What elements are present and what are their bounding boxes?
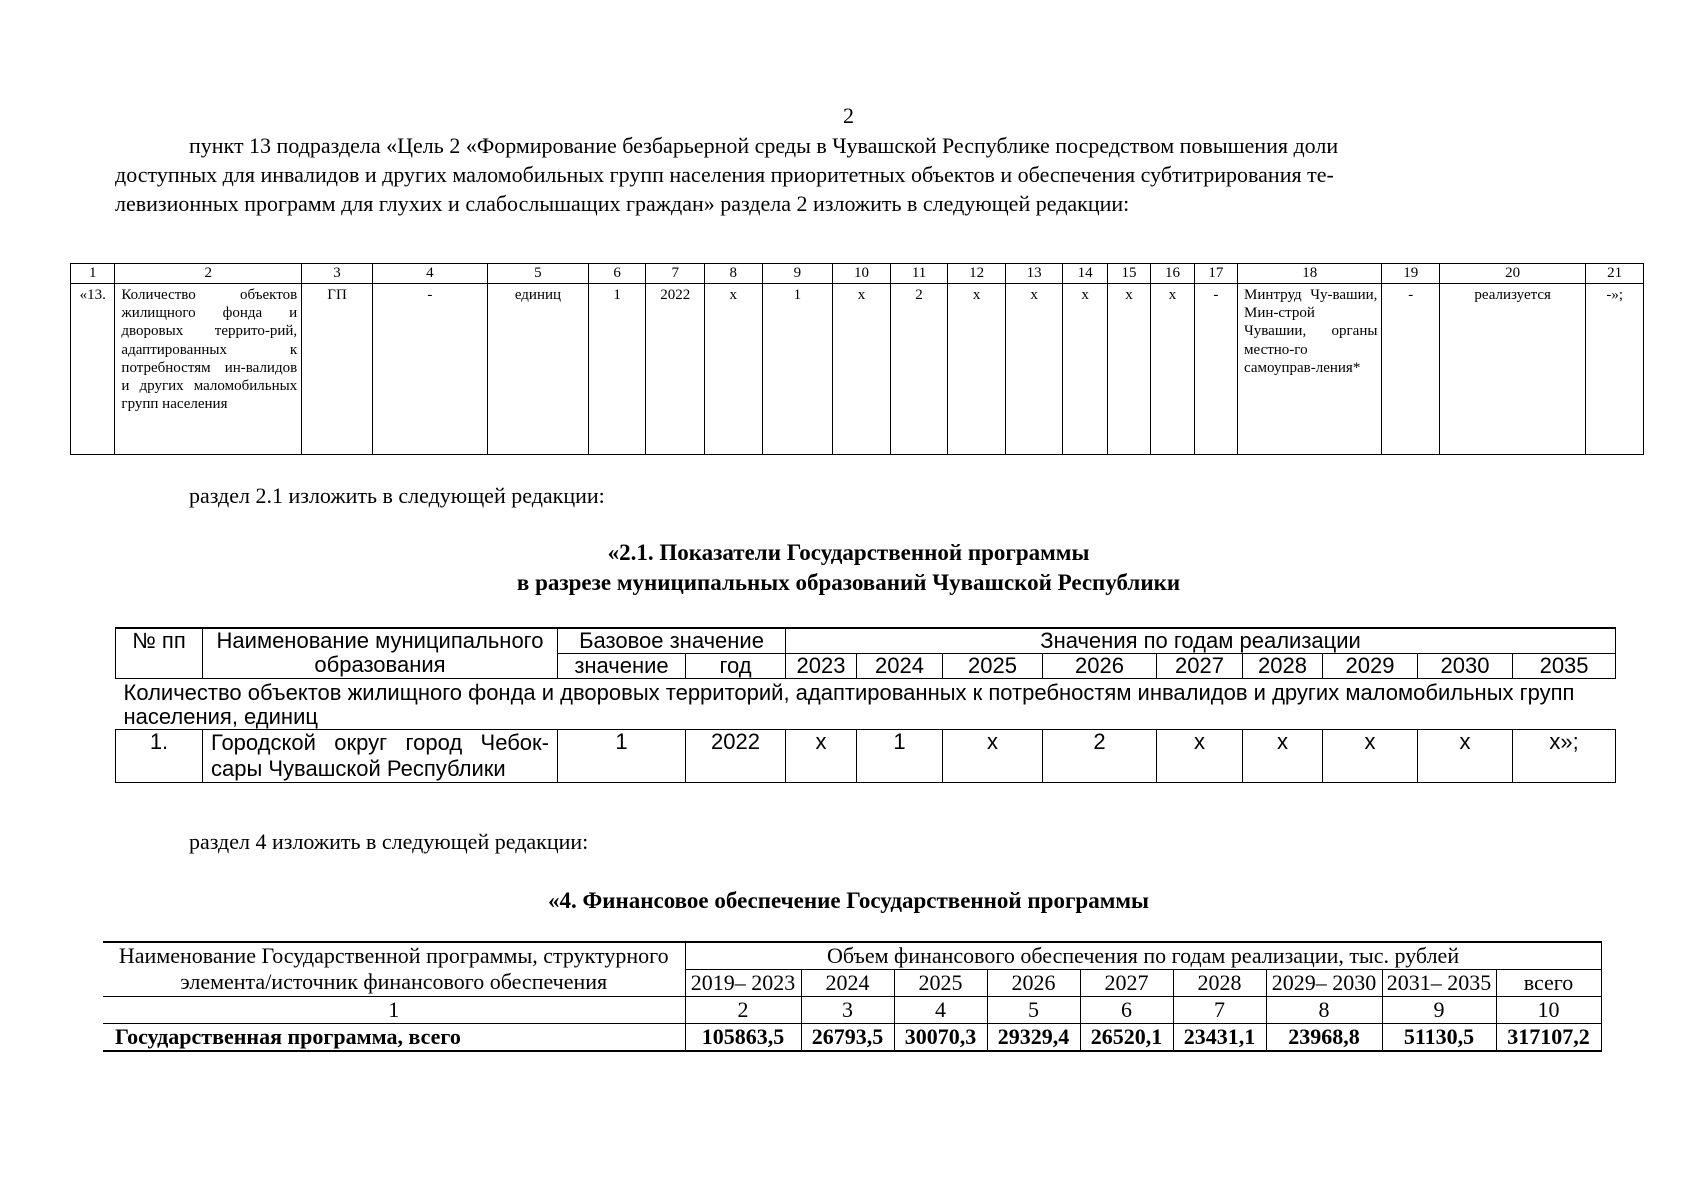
- indicator-name: Количество объектов жилищного фонда и дворовых территорий, адаптированных к потребностям инвалидов и других маломобильных групп населения, единиц: [116, 679, 1616, 730]
- table-header-row: [116, 628, 1616, 654]
- col-number: 20: [1439, 264, 1585, 284]
- header-base-value: Базовое значение: [558, 628, 786, 654]
- year-value: х: [943, 730, 1043, 783]
- year-header: 2026: [1043, 654, 1157, 679]
- section-2-1-title-line-2: в разрезе муниципальных образований Чувашской Республики: [516, 570, 1181, 595]
- page-number: 2: [843, 103, 854, 128]
- total-label: Государственная программа, всего: [103, 1024, 685, 1052]
- status: реализуется: [1439, 284, 1585, 455]
- year-value: 2: [1043, 730, 1157, 783]
- indicator-name: Количество объектов жилищного фонда и дворовых террито-рий, адаптированных к потребностям ин-валидов и других маломобильных групп населения: [115, 284, 302, 455]
- table-row: [116, 730, 1616, 783]
- unit: единиц: [487, 284, 588, 455]
- col-number: 18: [1238, 264, 1382, 284]
- col-number: 10: [833, 264, 891, 284]
- section-4-title: «4. Финансовое обеспечение Государственной программы: [548, 888, 1149, 913]
- section-2-1-intro-text: раздел 2.1 изложить в следующей редакции:: [189, 483, 605, 508]
- row-number: 1.: [116, 730, 203, 783]
- year-value: х: [1243, 730, 1323, 783]
- col-number: 17: [1194, 264, 1237, 284]
- header-financing-volume: Объем финансового обеспечения по годам реализации, тыс. рублей: [685, 942, 1601, 970]
- col-number: 8: [1266, 997, 1382, 1024]
- intro-paragraph: [115, 131, 1595, 218]
- period-header: 2028: [1173, 970, 1266, 997]
- year-header: 2035: [1513, 654, 1616, 679]
- table-row: [71, 284, 1644, 455]
- col-number: 13: [1005, 264, 1063, 284]
- year-header: 2023: [786, 654, 857, 679]
- col-number: 1: [71, 264, 115, 284]
- row-number: «13.: [71, 284, 115, 455]
- col-number: 8: [705, 264, 763, 284]
- cell-value: -: [1194, 284, 1237, 455]
- cell-value: -»;: [1586, 284, 1644, 455]
- col-number: 7: [1173, 997, 1266, 1024]
- col-number: 5: [987, 997, 1080, 1024]
- period-header: 2027: [1080, 970, 1173, 997]
- responsible-executors: Минтруд Чу-вашии, Мин-строй Чувашии, органы местно-го самоуправ-ления*: [1238, 284, 1382, 455]
- col-number: 12: [948, 264, 1006, 284]
- year-header: 2028: [1243, 654, 1323, 679]
- col-number: 2: [115, 264, 302, 284]
- col-number: 16: [1151, 264, 1194, 284]
- year-value: х: [786, 730, 857, 783]
- col-number: 1: [103, 997, 685, 1024]
- total-value: 105863,5: [685, 1024, 801, 1052]
- period-header: 2031– 2035: [1382, 970, 1496, 997]
- period-header: 2024: [801, 970, 894, 997]
- indicator-row: [116, 679, 1616, 730]
- col-number: 6: [588, 264, 646, 284]
- col-number: 14: [1063, 264, 1107, 284]
- col-number: 4: [894, 997, 987, 1024]
- period-header: 2019– 2023: [685, 970, 801, 997]
- header-year: год: [686, 654, 786, 679]
- cell-value: х: [1107, 284, 1150, 455]
- year-value: 1: [857, 730, 943, 783]
- cell-value: х: [1005, 284, 1063, 455]
- cell-value: х: [833, 284, 891, 455]
- total-value: 23431,1: [1173, 1024, 1266, 1052]
- col-number: 10: [1496, 997, 1601, 1024]
- total-value: 30070,3: [894, 1024, 987, 1052]
- column-numbers-row: [103, 997, 1601, 1024]
- base-year: 2022: [686, 730, 786, 783]
- header-years: Значения по годам реализации: [786, 628, 1616, 654]
- total-row: [103, 1024, 1601, 1052]
- cell-value: х: [705, 284, 763, 455]
- cell-value: х: [1151, 284, 1194, 455]
- program-type: ГП: [302, 284, 373, 455]
- col-number: 7: [646, 264, 705, 284]
- section-2-1-intro: [115, 481, 1595, 510]
- cell-value: -: [1382, 284, 1440, 455]
- table-header-row: [71, 264, 1644, 284]
- total-value: 26793,5: [801, 1024, 894, 1052]
- year-value: х: [1418, 730, 1513, 783]
- cell-value: 1: [588, 284, 646, 455]
- col-number: 6: [1080, 997, 1173, 1024]
- financing-table: [103, 941, 1602, 1052]
- total-value: 51130,5: [1382, 1024, 1496, 1052]
- section-2-1-title: [0, 538, 1697, 598]
- cell-value: 2022: [646, 284, 705, 455]
- cell-value: 2: [890, 284, 948, 455]
- year-value: х: [1157, 730, 1243, 783]
- col-number: 19: [1382, 264, 1440, 284]
- period-header: всего: [1496, 970, 1601, 997]
- year-header: 2029: [1323, 654, 1418, 679]
- period-header: 2026: [987, 970, 1080, 997]
- header-value: значение: [558, 654, 686, 679]
- cell-value: -: [372, 284, 487, 455]
- year-value: х: [1323, 730, 1418, 783]
- year-header: 2025: [943, 654, 1043, 679]
- total-value: 26520,1: [1080, 1024, 1173, 1052]
- header-municipality: Наименование муниципального образования: [203, 628, 558, 679]
- period-header: 2025: [894, 970, 987, 997]
- col-number: 3: [801, 997, 894, 1024]
- intro-line-2: доступных для инвалидов и других маломобильных групп населения приоритетных объектов и обеспечения субтитрирования те-: [115, 162, 1334, 187]
- col-number: 3: [302, 264, 373, 284]
- col-number: 21: [1586, 264, 1644, 284]
- col-number: 9: [1382, 997, 1496, 1024]
- header-program-name: Наименование Государственной программы, структурного элемента/источник финансового обеспечения: [103, 942, 685, 997]
- intro-line-1: пункт 13 подраздела «Цель 2 «Формирование безбарьерной среды в Чувашской Республике посредством повышения доли: [189, 133, 1339, 158]
- indicator-table: [70, 263, 1644, 455]
- section-4-intro: [115, 827, 1595, 856]
- municipality-name: Городской округ город Чебок-сары Чувашской Республики: [203, 730, 558, 783]
- year-header: 2030: [1418, 654, 1513, 679]
- header-number: № пп: [116, 628, 203, 679]
- total-value: 23968,8: [1266, 1024, 1382, 1052]
- year-header: 2024: [857, 654, 943, 679]
- table-header-row: [103, 942, 1601, 970]
- col-number: 4: [372, 264, 487, 284]
- intro-line-3: левизионных программ для глухих и слабослышащих граждан» раздела 2 изложить в следующей редакции:: [115, 191, 1130, 216]
- section-2-1-title-line-1: «2.1. Показатели Государственной программы: [607, 540, 1090, 565]
- cell-value: 1: [762, 284, 833, 455]
- total-value: 29329,4: [987, 1024, 1080, 1052]
- col-number: 9: [762, 264, 833, 284]
- col-number: 11: [890, 264, 948, 284]
- section-4-intro-text: раздел 4 изложить в следующей редакции:: [189, 829, 589, 854]
- col-number: 15: [1107, 264, 1150, 284]
- col-number: 2: [685, 997, 801, 1024]
- total-value: 317107,2: [1496, 1024, 1601, 1052]
- base-value: 1: [558, 730, 686, 783]
- col-number: 5: [487, 264, 588, 284]
- year-header: 2027: [1157, 654, 1243, 679]
- year-value: х»;: [1513, 730, 1616, 783]
- cell-value: х: [948, 284, 1006, 455]
- cell-value: х: [1063, 284, 1107, 455]
- period-header: 2029– 2030: [1266, 970, 1382, 997]
- municipal-indicators-table: [115, 627, 1616, 783]
